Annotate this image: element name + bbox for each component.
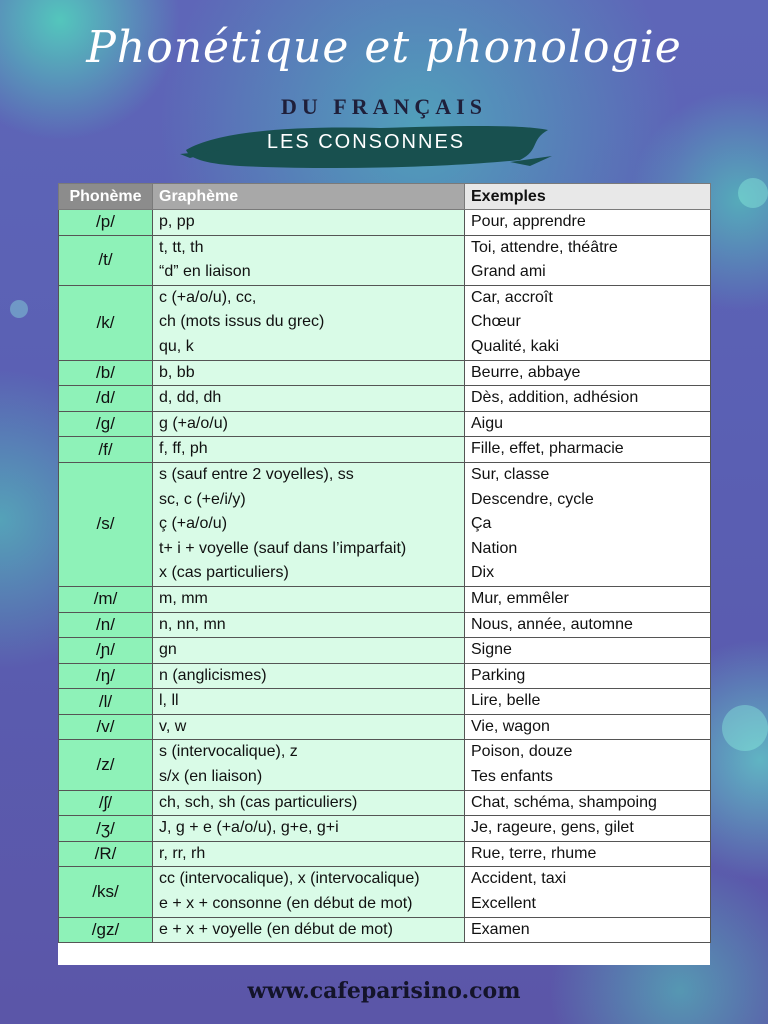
table-row (59, 612, 711, 638)
table-row (59, 235, 711, 285)
example-line: Chœur (471, 313, 521, 331)
example-line: Descendre, cycle (471, 490, 594, 508)
example-line: Aigu (471, 414, 504, 432)
examples-cell (465, 462, 711, 586)
grapheme-cell (153, 790, 465, 816)
grapheme-cell (153, 437, 465, 463)
phoneme-cell: /ks/ (59, 867, 153, 917)
example-line: Beurre, abbaye (471, 363, 581, 381)
table-row (59, 689, 711, 715)
grapheme-cell (153, 663, 465, 689)
table-row (59, 437, 711, 463)
examples-cell (465, 867, 711, 917)
table-row (59, 462, 711, 586)
phoneme-cell: /z/ (59, 740, 153, 790)
table-row (59, 841, 711, 867)
phoneme-cell: /b/ (59, 360, 153, 386)
examples-cell (465, 360, 711, 386)
example-line: Signe (471, 641, 512, 659)
grapheme-line: g (+a/o/u) (159, 414, 228, 432)
grapheme-cell (153, 714, 465, 740)
examples-cell (465, 638, 711, 664)
grapheme-line: f, ff, ph (159, 440, 208, 458)
grapheme-cell (153, 210, 465, 236)
grapheme-cell (153, 360, 465, 386)
example-line: Mur, emmêler (471, 589, 569, 607)
examples-cell (465, 210, 711, 236)
table-row (59, 285, 711, 360)
example-line: Chat, schéma, shampoing (471, 793, 657, 811)
grapheme-line: m, mm (159, 589, 208, 607)
grapheme-cell (153, 816, 465, 842)
examples-cell (465, 663, 711, 689)
example-line: Sur, classe (471, 465, 550, 483)
grapheme-line: qu, k (159, 337, 194, 355)
table-row (59, 867, 711, 917)
table-row (59, 790, 711, 816)
examples-cell (465, 841, 711, 867)
example-line: Examen (471, 920, 530, 938)
examples-cell (465, 689, 711, 715)
phoneme-cell: /s/ (59, 462, 153, 586)
consonants-table (58, 183, 710, 965)
phoneme-cell: /ʃ/ (59, 790, 153, 816)
table-header-row (59, 184, 711, 210)
grapheme-cell (153, 386, 465, 412)
grapheme-line: n (anglicismes) (159, 666, 267, 684)
page-title: Phonétique et phonologie (86, 22, 682, 73)
example-line: Accident, taxi (471, 870, 567, 888)
example-line: Poison, douze (471, 743, 573, 761)
grapheme-line: d, dd, dh (159, 389, 222, 407)
example-line: Nation (471, 539, 518, 557)
grapheme-line: b, bb (159, 363, 195, 381)
grapheme-cell (153, 867, 465, 917)
example-line: Dix (471, 564, 495, 582)
grapheme-line: “d” en liaison (159, 263, 251, 281)
grapheme-line: J, g + e (+a/o/u), g+e, g+i (159, 819, 339, 837)
grapheme-cell (153, 612, 465, 638)
grapheme-line: ch, sch, sh (cas particuliers) (159, 793, 358, 811)
phoneme-cell: /g/ (59, 411, 153, 437)
phoneme-cell: /m/ (59, 586, 153, 612)
grapheme-line: ch (mots issus du grec) (159, 313, 325, 331)
table-row (59, 714, 711, 740)
grapheme-cell (153, 285, 465, 360)
examples-cell (465, 235, 711, 285)
example-line: Toi, attendre, théâtre (471, 238, 618, 256)
grapheme-cell (153, 586, 465, 612)
example-line: Grand ami (471, 263, 546, 281)
phoneme-cell: /ŋ/ (59, 663, 153, 689)
grapheme-cell (153, 638, 465, 664)
grapheme-line: e + x + voyelle (en début de mot) (159, 920, 393, 938)
grapheme-line: ç (+a/o/u) (159, 515, 228, 533)
phoneme-cell: /p/ (59, 210, 153, 236)
grapheme-cell (153, 917, 465, 943)
examples-cell (465, 285, 711, 360)
examples-cell (465, 740, 711, 790)
examples-cell (465, 714, 711, 740)
grapheme-cell (153, 740, 465, 790)
table-row (59, 638, 711, 664)
grapheme-line: cc (intervocalique), x (intervocalique) (159, 870, 420, 888)
grapheme-line: t+ i + voyelle (sauf dans l’imparfait) (159, 539, 407, 557)
grapheme-line: p, pp (159, 213, 195, 230)
table-row (59, 210, 711, 236)
example-line: Qualité, kaki (471, 337, 560, 355)
phoneme-cell: /gz/ (59, 917, 153, 943)
grapheme-cell (153, 235, 465, 285)
phoneme-cell: /d/ (59, 386, 153, 412)
grapheme-line: r, rr, rh (159, 844, 206, 862)
example-line: Rue, terre, rhume (471, 844, 597, 862)
phoneme-cell: /k/ (59, 285, 153, 360)
example-line: Tes enfants (471, 768, 553, 786)
phoneme-cell: /v/ (59, 714, 153, 740)
phoneme-cell: /n/ (59, 612, 153, 638)
phoneme-cell: /f/ (59, 437, 153, 463)
bokeh-light (722, 705, 768, 751)
example-line: Ça (471, 515, 492, 533)
grapheme-line: sc, c (+e/i/y) (159, 490, 246, 508)
table-row (59, 816, 711, 842)
example-line: Lire, belle (471, 692, 541, 710)
banner-label: LES CONSONNES (266, 131, 466, 153)
example-line: Pour, apprendre (471, 213, 586, 230)
example-line: Nous, année, automne (471, 615, 633, 633)
column-header-phoneme: Phonème (59, 184, 153, 210)
phoneme-cell: /R/ (59, 841, 153, 867)
examples-cell (465, 612, 711, 638)
examples-cell (465, 917, 711, 943)
table-row (59, 740, 711, 790)
grapheme-line: gn (159, 641, 177, 659)
examples-cell (465, 586, 711, 612)
grapheme-line: s/x (en liaison) (159, 768, 263, 786)
grapheme-line: x (cas particuliers) (159, 564, 289, 582)
examples-cell (465, 790, 711, 816)
example-line: Parking (471, 666, 526, 684)
table-row (59, 917, 711, 943)
grapheme-cell (153, 462, 465, 586)
grapheme-line: s (sauf entre 2 voyelles), ss (159, 465, 354, 483)
table-row (59, 411, 711, 437)
page-subtitle: DU FRANÇAIS (281, 94, 487, 119)
phoneme-cell: /ʒ/ (59, 816, 153, 842)
example-line: Dès, addition, adhésion (471, 389, 639, 407)
table-row (59, 386, 711, 412)
phoneme-cell: /l/ (59, 689, 153, 715)
grapheme-line: v, w (159, 717, 187, 735)
table-row (59, 360, 711, 386)
examples-cell (465, 437, 711, 463)
phoneme-cell: /ɲ/ (59, 638, 153, 664)
example-line: Fille, effet, pharmacie (471, 440, 624, 458)
grapheme-line: e + x + consonne (en début de mot) (159, 895, 413, 913)
grapheme-line: c (+a/o/u), cc, (159, 288, 257, 306)
table-row (59, 586, 711, 612)
example-line: Je, rageure, gens, gilet (471, 819, 634, 837)
bokeh-light (10, 300, 28, 318)
grapheme-line: s (intervocalique), z (159, 743, 298, 761)
table-row (59, 663, 711, 689)
example-line: Car, accroît (471, 288, 553, 306)
column-header-grapheme: Graphème (153, 184, 465, 210)
grapheme-line: l, ll (159, 692, 179, 710)
bokeh-light (738, 178, 768, 208)
grapheme-cell (153, 841, 465, 867)
grapheme-cell (153, 411, 465, 437)
grapheme-cell (153, 689, 465, 715)
example-line: Vie, wagon (471, 717, 550, 735)
table-body (59, 210, 711, 943)
footer-url: www.cafeparisino.com (247, 978, 521, 1004)
example-line: Excellent (471, 895, 536, 913)
column-header-examples: Exemples (465, 184, 711, 210)
examples-cell (465, 816, 711, 842)
examples-cell (465, 411, 711, 437)
grapheme-line: t, tt, th (159, 238, 204, 256)
phoneme-cell: /t/ (59, 235, 153, 285)
grapheme-line: n, nn, mn (159, 615, 226, 633)
examples-cell (465, 386, 711, 412)
